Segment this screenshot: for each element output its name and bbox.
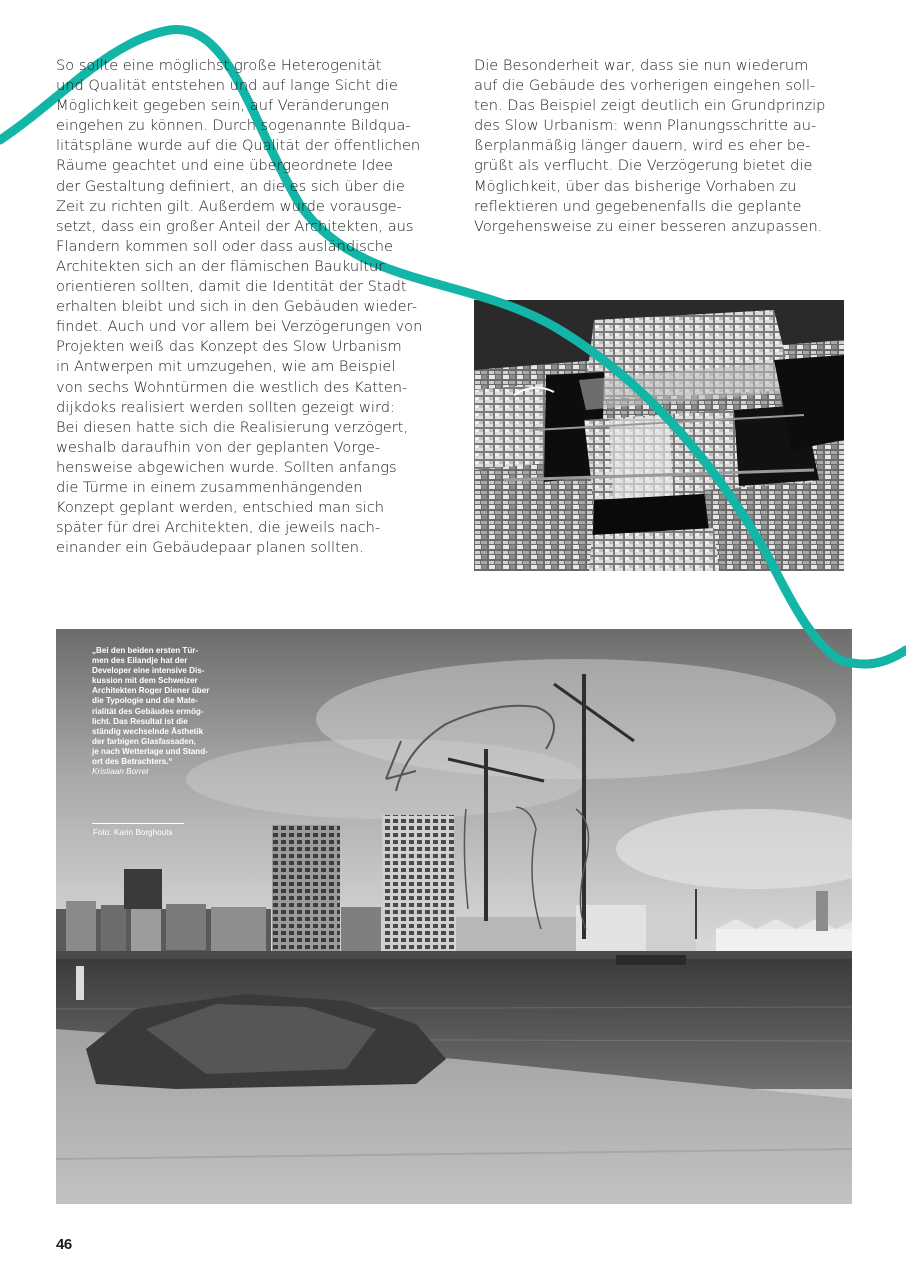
- caption-divider: [92, 823, 184, 824]
- text-line: ten. Das Beispiel zeigt deutlich ein Grundprinzip: [474, 97, 826, 115]
- city-model-illustration: [474, 300, 844, 571]
- quote-line: die Typologie und die Mate-: [92, 696, 198, 706]
- quote-line: Developer eine intensive Dis-: [92, 666, 205, 676]
- text-line: findet. Auch und vor allem bei Verzögerungen von: [56, 318, 423, 336]
- text-line: Möglichkeit, über das bisherige Vorhaben zu: [474, 177, 797, 195]
- text-line: auf die Gebäude des vorherigen eingehen soll-: [474, 77, 816, 95]
- quote-author: Kristiaan Borret: [92, 767, 149, 777]
- text-line: des Slow Urbanism: wenn Planungsschritte au-: [474, 117, 817, 135]
- quote-line: ort des Betrachters.“: [92, 757, 173, 767]
- quote-line: der farbigen Glasfassaden,: [92, 736, 196, 746]
- text-line: eingehen zu können. Durch sogenannte Bildqua-: [56, 117, 411, 135]
- text-line: die Türme in einem zusammenhängenden: [56, 478, 363, 496]
- text-line: dijkdoks realisiert werden sollten gezeigt wird:: [56, 398, 395, 416]
- text-line: Bei diesen hatte sich die Realisierung verzögert,: [56, 418, 409, 436]
- text-line: Die Besonderheit war, dass sie nun wiederum: [474, 57, 809, 74]
- text-line: orientieren sollten, damit die Identität der Stadt: [56, 278, 407, 296]
- text-line: setzt, dass ein großer Anteil der Architekten, aus: [56, 217, 414, 235]
- text-line: hensweise abgewichen wurde. Sollten anfangs: [56, 458, 397, 476]
- quote-line: je nach Wetterlage und Stand-: [92, 746, 208, 756]
- quote-line: ständig wechselnde Ästhetik: [92, 726, 204, 736]
- text-line: grüßt als verflucht. Die Verzögerung bietet die: [474, 157, 813, 175]
- text-line: ßerplanmäßig länger dauern, wird es eher be-: [474, 137, 811, 155]
- text-line: in Antwerpen mit umzugehen, wie am Beispiel: [56, 358, 396, 376]
- text-line: Konzept geplant werden, entschied man sich: [56, 499, 385, 517]
- text-line: von sechs Wohntürmen die westlich des Katten-: [56, 378, 408, 396]
- text-line: Architekten sich an der flämischen Baukultur: [56, 257, 385, 275]
- text-line: der Gestaltung definiert, an die es sich über die: [56, 177, 405, 195]
- text-line: So sollte eine möglichst große Heterogenität: [56, 57, 382, 74]
- text-line: Räume geachtet und eine übergeordnete Idee: [56, 157, 394, 175]
- quote-line: licht. Das Resultat ist die: [92, 716, 188, 726]
- city-model-photo: [474, 300, 844, 571]
- photo-credit: Foto: Karin Borghouts: [93, 828, 173, 837]
- text-line: Flandern kommen soll oder dass ausländische: [56, 237, 394, 255]
- text-line: erhalten bleibt und sich in den Gebäuden wieder-: [56, 298, 417, 316]
- eilandje-river-photo: [56, 629, 852, 1204]
- pull-quote: [92, 646, 222, 777]
- text-line: Vorgehensweise zu einer besseren anzupassen.: [474, 217, 823, 235]
- page-number: 46: [56, 1236, 72, 1253]
- text-line: reflektieren und gegebenenfalls die geplante: [474, 197, 802, 215]
- body-text-right-column: [474, 56, 844, 237]
- quote-line: „Bei den beiden ersten Tür-: [92, 646, 199, 655]
- text-line: Zeit zu richten gilt. Außerdem wurde vorausge-: [56, 197, 402, 215]
- quote-line: men des Eilandje hat der: [92, 656, 188, 666]
- quote-line: kussion mit dem Schweizer: [92, 676, 198, 686]
- text-line: später für drei Architekten, die jeweils nach-: [56, 519, 381, 537]
- quote-line: Architekten Roger Diener über: [92, 686, 210, 696]
- quote-line: rialität des Gebäudes ermög-: [92, 706, 204, 716]
- text-line: litätspläne wurde auf die Qualität der öffentlichen: [56, 137, 421, 155]
- body-text-left-column: [56, 56, 446, 558]
- text-line: Möglichkeit gegeben sein, auf Veränderungen: [56, 97, 390, 115]
- text-line: einander ein Gebäudepaar planen sollten.: [56, 539, 364, 557]
- text-line: weshalb daraufhin von der geplanten Vorge-: [56, 438, 381, 456]
- text-line: Projekten weiß das Konzept des Slow Urbanism: [56, 338, 402, 356]
- text-line: und Qualität entstehen und auf lange Sicht die: [56, 77, 398, 95]
